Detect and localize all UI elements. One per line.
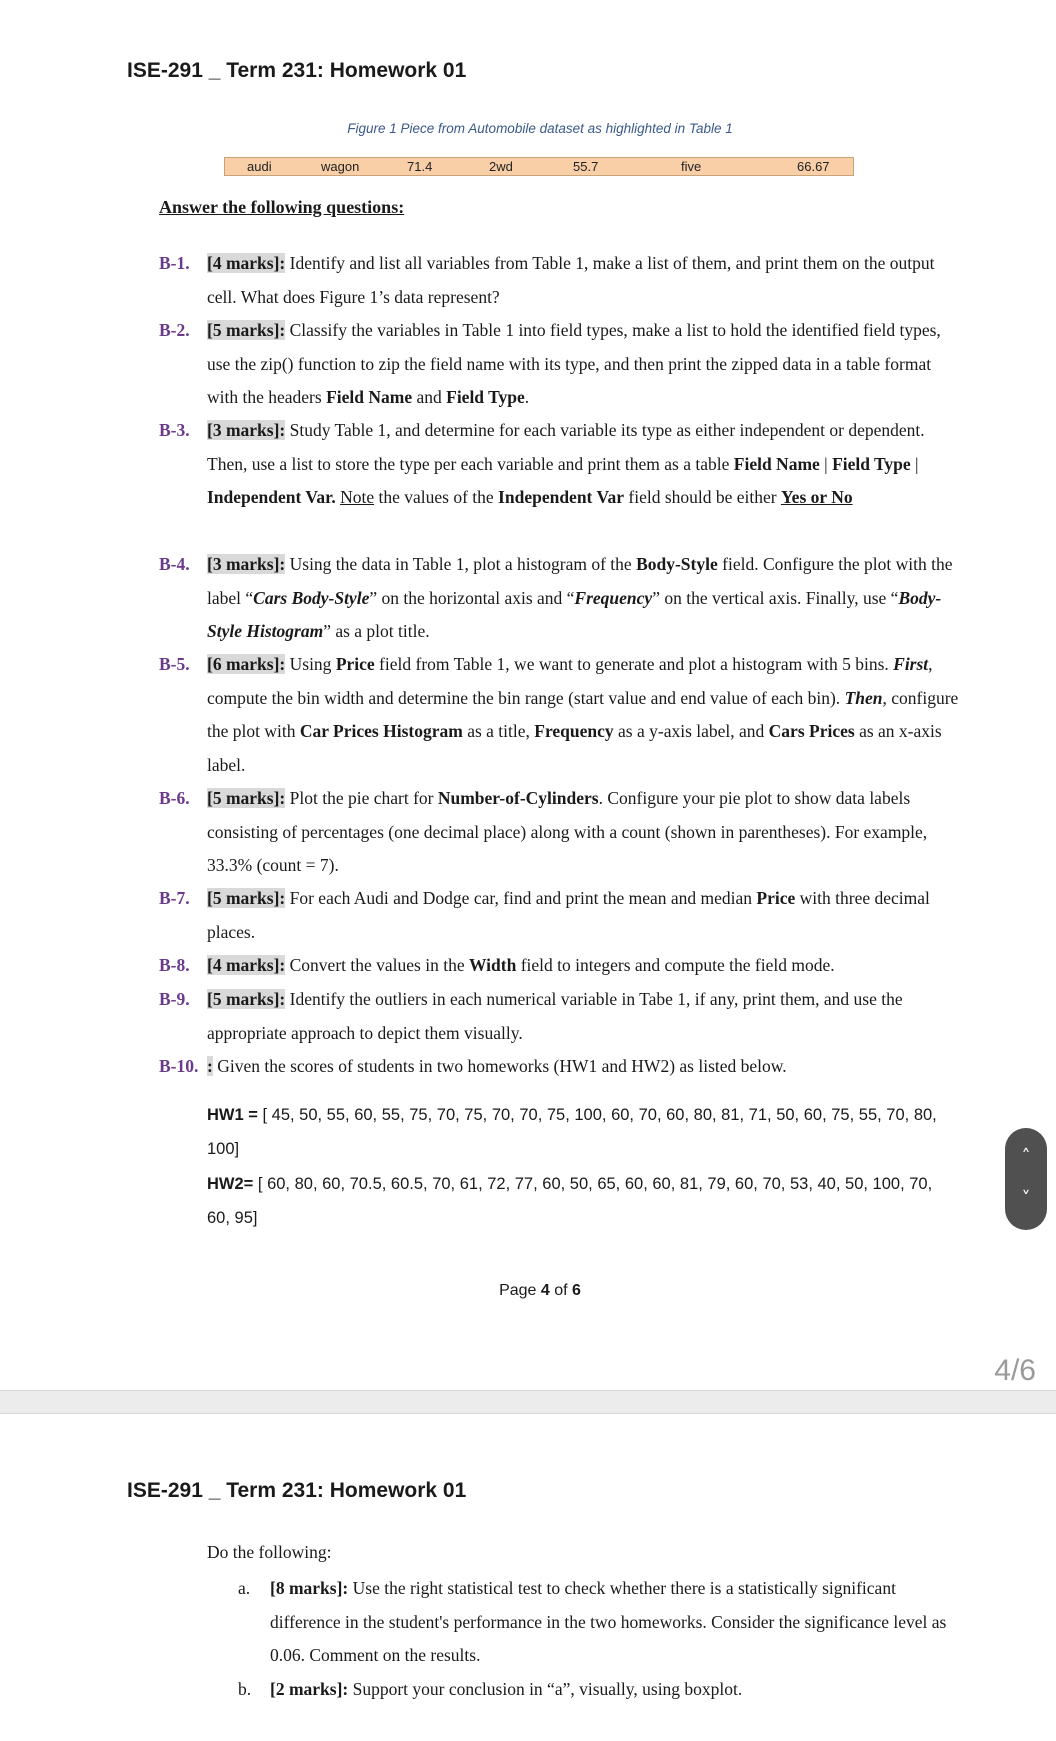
bold-term: Frequency (534, 721, 614, 741)
sub-question-a (238, 1572, 968, 1673)
hw2-label: HW2= (207, 1175, 254, 1193)
cell-height: 55.7 (573, 159, 599, 174)
figure-caption: Figure 1 Piece from Automobile dataset as highlighted in Table 1 (347, 121, 733, 136)
page-separator (0, 1390, 1056, 1414)
bold-term: Width (468, 955, 517, 975)
bold-italic-term: First (893, 654, 929, 674)
question-text: | (819, 453, 833, 474)
question-text: . (524, 387, 530, 407)
page-number-current: 4 (540, 1282, 550, 1299)
question-b9 (159, 983, 959, 1050)
marks-badge: [5 marks]: (207, 788, 286, 808)
marks-badge: [5 marks]: (207, 320, 286, 340)
question-b4 (159, 548, 959, 649)
bold-term: Field Name (733, 453, 820, 474)
page-number (0, 1282, 1056, 1300)
underlined-term: Note (340, 487, 375, 507)
next-page-button[interactable] (1005, 1188, 1047, 1209)
hw1-values: [ 45, 50, 55, 60, 55, 75, 70, 75, 70, 70, 75, 100, 60, 70, 60, 80, 81, 71, 50, 60, 75, 55, 70, 80, 100] (207, 1106, 937, 1158)
marks-badge: [4 marks]: (207, 955, 286, 975)
chevron-up-icon: ˄ (1021, 1146, 1031, 1167)
question-text: , compute the bin width and determine the bin range (start value and end value of each bin). (207, 654, 933, 708)
question-text: as a y-axis label, and (613, 721, 769, 741)
question-text: | (910, 453, 919, 474)
bold-term: Independent Var (498, 487, 624, 507)
marks-badge: [3 marks]: (207, 420, 286, 440)
bold-term: Field Name (326, 387, 413, 407)
question-text: field to integers and compute the field mode. (516, 955, 835, 975)
sub-question-label: b. (238, 1679, 252, 1699)
hw2-values: [ 60, 80, 60, 70.5, 60.5, 70, 61, 72, 77, 60, 50, 65, 60, 60, 81, 79, 60, 70, 53, 40, 50, 100, 70, 60, 95] (207, 1175, 933, 1227)
question-number: B-9. (159, 989, 190, 1009)
question-text: field. Configure the plot with the label “ (207, 554, 953, 608)
cell-make: audi (247, 159, 272, 174)
answer-heading: Answer the following questions: (159, 197, 405, 217)
bold-term: Car Prices Histogram (299, 721, 463, 741)
question-number: B-8. (159, 955, 190, 975)
cell-cylinders: five (681, 159, 702, 174)
question-text: with three decimal places. (207, 888, 930, 942)
question-b8 (159, 949, 959, 983)
page-header: ISE-291 _ Term 231: Homework 01 (127, 59, 467, 82)
bold-term: Independent Var. (207, 487, 336, 507)
cell-width: 71.4 (407, 159, 433, 174)
question-b6 (159, 782, 959, 883)
question-b7 (159, 882, 959, 949)
question-b1 (159, 247, 959, 314)
question-text: as a title, (462, 721, 535, 741)
question-text: Study Table 1, and determine for each variable its type as either independent or dependent. Then, use a list to store the type per each variable and print them as a table (207, 420, 925, 474)
question-text: ” on the vertical axis. Finally, use “ (652, 587, 899, 608)
bold-italic-term: Frequency (574, 587, 653, 608)
cell-drive: 2wd (489, 159, 513, 174)
sub-question-b (238, 1673, 968, 1707)
marks-label: [2 marks]: (270, 1679, 349, 1699)
question-number: B-4. (159, 554, 190, 574)
bold-term: Price (335, 654, 375, 674)
question-text: Given the scores of students in two homeworks (HW1 and HW2) as listed below. (212, 1056, 787, 1076)
question-number: B-2. (159, 320, 190, 340)
question-text: Identify the outliers in each numerical variable in Tabe 1, if any, print them, and use the appropriate approach to depict them visually. (207, 989, 903, 1043)
question-text: Using (285, 654, 336, 674)
marks-label: [8 marks]: (270, 1578, 349, 1598)
marks-badge: [6 marks]: (207, 654, 286, 674)
instructions-intro: Do the following: (207, 1542, 332, 1562)
bold-italic-term: Body-Style Histogram (207, 587, 942, 641)
hw2-scores (207, 1167, 957, 1235)
question-text: as an x-axis label. (207, 721, 942, 775)
bold-term: Field Type (446, 387, 525, 407)
underlined-bold-term: Yes or No (780, 487, 853, 507)
bold-term: Cars Prices (768, 721, 855, 741)
hw1-label: HW1 = (207, 1106, 258, 1124)
sub-question-text: Support your conclusion in “a”, visually, using boxplot. (348, 1679, 743, 1699)
question-b5 (159, 648, 959, 782)
page-navigation (1005, 1128, 1047, 1230)
question-text: field from Table 1, we want to generate and plot a histogram with 5 bins. (374, 654, 894, 674)
question-text: Convert the values in the (285, 955, 469, 975)
page-number-total: 6 (572, 1282, 581, 1299)
question-text: , configure the plot with (207, 687, 959, 741)
question-text: Using the data in Table 1, plot a histogram of the (285, 554, 637, 574)
question-number: B-7. (159, 888, 190, 908)
question-text: and (412, 387, 447, 407)
question-text: ” on the horizontal axis and “ (369, 587, 575, 608)
marks-badge: : (207, 1056, 213, 1076)
data-row (224, 157, 854, 176)
question-text: ” as a plot title. (323, 621, 430, 641)
question-text: Plot the pie chart for (285, 788, 438, 808)
bold-term: Number-of-Cylinders (437, 788, 599, 808)
question-text: Classify the variables in Table 1 into field types, make a list to hold the identified field types, use the zip() function to zip the field name with its type, and then print the zipped data in a table format with the headers (207, 320, 941, 407)
bold-term: Price (756, 888, 796, 908)
bold-italic-term: Cars Body-Style (253, 587, 370, 608)
marks-badge: [4 marks]: (207, 253, 286, 273)
chevron-down-icon: ˅ (1021, 1188, 1031, 1209)
sub-question-label: a. (238, 1578, 251, 1598)
page-number-of: of (549, 1282, 573, 1299)
question-b3 (159, 414, 959, 515)
viewer-page-counter: 4/6 (994, 1354, 1036, 1387)
question-b10 (159, 1050, 959, 1084)
marks-badge: [5 marks]: (207, 989, 286, 1009)
previous-page-button[interactable] (1005, 1146, 1047, 1167)
question-number: B-5. (159, 654, 190, 674)
question-number: B-3. (159, 420, 190, 440)
bold-term: Field Type (832, 453, 911, 474)
hw1-scores (207, 1098, 957, 1166)
cell-body-style: wagon (321, 159, 360, 174)
question-text: For each Audi and Dodge car, find and print the mean and median (285, 888, 757, 908)
bold-term: Body-Style (636, 554, 718, 574)
page-number-prefix: Page (499, 1282, 541, 1299)
question-text: field should be either (624, 487, 781, 507)
sub-question-text: Use the right statistical test to check whether there is a statistically significant difference in the student's performance in the two homeworks. Consider the significance level as 0.06. Comment on the results. (270, 1578, 947, 1665)
question-text: the values of the (374, 487, 499, 507)
cell-price: 66.67 (797, 159, 830, 174)
page-header: ISE-291 _ Term 231: Homework 01 (127, 1479, 467, 1502)
marks-badge: [5 marks]: (207, 888, 286, 908)
question-number: B-1. (159, 253, 190, 273)
question-text: . Configure your pie plot to show data labels consisting of percentages (one decimal place) along with a count (shown in parentheses). For example, 33.3% (count = 7). (207, 788, 928, 875)
question-number: B-10. (159, 1056, 199, 1076)
question-text: Identify and list all variables from Table 1, make a list of them, and print them on the output cell. What does Figure 1’s data represent? (207, 253, 935, 307)
question-number: B-6. (159, 788, 190, 808)
question-b2 (159, 314, 959, 415)
bold-italic-term: Then (844, 687, 883, 708)
marks-badge: [3 marks]: (207, 554, 286, 574)
